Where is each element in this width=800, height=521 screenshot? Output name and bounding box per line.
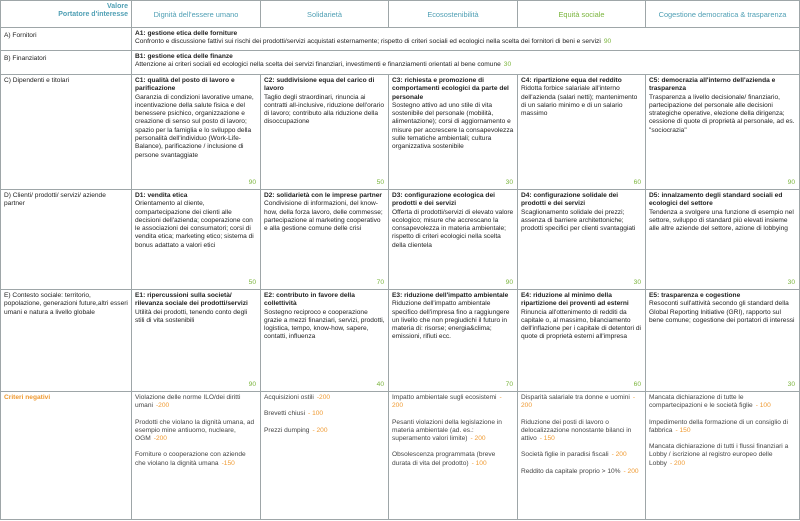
negative-item-text: Disparità salariale tra donne e uomini — [521, 394, 630, 401]
cell-d3-body: Offerta di prodotti/servizi di elevato valore ecologico; misure che accrescano la consapevolezza in materia ambientale; rispetto di criteri ecologici nella scelta della clientela — [392, 208, 514, 249]
cell-c2-title: C2: suddivisione equa del carico di lavoro — [264, 77, 375, 93]
negative-item-text: Società figlie in paradisi fiscali — [521, 451, 609, 459]
cell-d4 — [518, 190, 646, 290]
cell-c1-title: C1: qualità del posto di lavoro e parificazione — [135, 77, 235, 93]
negative-item-text: Forniture o cooperazione con aziende che violano la dignità umana — [135, 451, 246, 467]
negative-item-value: -200 — [316, 394, 331, 401]
cell-c1-score: 90 — [248, 178, 256, 186]
cell-e1-score: 90 — [248, 380, 256, 388]
cell-b1 — [132, 51, 800, 75]
cell-c5 — [646, 75, 800, 190]
cell-e3 — [389, 290, 518, 392]
cell-d1-body: Orientamento al cliente, compartecipazione dei clienti alle decisioni dell'azienda; cooperazione con le associazioni dei consumatori; corsi di vendita etica; marketing etico; sistema di bonus adattato a valori etici — [135, 200, 254, 249]
cell-f3 — [389, 392, 518, 520]
cell-c3-score: 30 — [505, 178, 513, 186]
cell-e4-score: 60 — [633, 380, 641, 388]
negative-item-text: Impedimento della formazione di un consiglio di fabbrica — [649, 418, 788, 434]
cell-d2-body: Condivisione di informazioni, del know- how, della forza lavoro, delle commesse; partecipazione al marketing cooperativo e alla gestione comune delle crisi — [264, 200, 383, 233]
cell-e3-title: E3: riduzione dell'impatto ambientale — [392, 292, 509, 299]
negative-item-value: - 100 — [755, 402, 771, 410]
cell-a1-body: Confronto e discussione fattivi sui rischi dei prodotti/servizi acquistati esternamente; rispetto di criteri sociali ed ecologici nella scelta dei fornitori di beni e servizi — [135, 38, 601, 46]
negative-item-value: -150 — [221, 459, 235, 467]
cell-d1-score: 50 — [248, 278, 256, 286]
row-header-clients: D) Clienti/ prodotti/ servizi/ aziende partner — [1, 190, 132, 290]
cell-d3-score: 90 — [505, 278, 513, 286]
negative-item — [264, 427, 385, 435]
cell-d3 — [389, 190, 518, 290]
row-header-negative-criteria: Criteri negativi — [1, 392, 132, 520]
cell-e2 — [261, 290, 389, 392]
cell-f5 — [646, 392, 800, 520]
cell-d2-score: 70 — [376, 278, 384, 286]
cell-e5-body: Resoconti sull'attività secondo gli standard della Global Reporting Initiative (GRI), rapporto sul bene comune; cogestione dei portatori di interessi — [649, 300, 795, 324]
negative-item-value: - 200 — [470, 435, 486, 443]
value-header-democracy-transparency: Cogestione democratica & trasparenza — [646, 1, 800, 28]
cell-b1-title: B1: gestione etica delle finanze — [135, 53, 233, 60]
negative-item — [392, 419, 514, 444]
negative-item-text: Prezzi dumping — [264, 426, 310, 434]
cell-b1-body: Attenzione ai criteri sociali ed ecologici nella scelta dei servizi finanziari, investimenti e finanziamenti orientati al bene comune — [135, 61, 501, 69]
negative-item-value: - 200 — [312, 426, 328, 434]
negative-item-value: - 100 — [471, 459, 487, 467]
negative-item — [649, 443, 796, 468]
cell-d2 — [261, 190, 389, 290]
negative-item — [649, 419, 796, 436]
negative-item-text: Prodotti che violano la dignità umana, ad esempio mine antiuomo, nucleare, OGM — [135, 418, 255, 443]
negative-item-value: - 200 — [392, 394, 502, 410]
cell-d5 — [646, 190, 800, 290]
cell-e1-title: E1: ripercussioni sulla società/ rilevanza sociale dei prodotti/servizi — [135, 292, 248, 308]
negative-item-text: Mancata dichiarazione di tutte le compartecipazioni e le società figlie — [649, 394, 753, 410]
header-row — [1, 1, 800, 28]
cell-e3-body: Riduzione dell'impatto ambientale specifico dell'impresa fino a raggiungere un livello che non pregiudichi il futuro in materia di: risorse; energia&clima; emissioni, rifiuti ecc. — [392, 300, 510, 341]
negative-item-text: Mancata dichiarazione di tutti i flussi finanziari a Lobby / iscrizione al registro europeo delle Lobby — [649, 443, 789, 467]
cell-f1 — [132, 392, 261, 520]
cell-f2 — [261, 392, 389, 520]
row-social-context — [1, 290, 800, 392]
cell-a1 — [132, 28, 800, 51]
negative-item-text: Impatto ambientale sugli ecosistemi — [392, 394, 497, 401]
cell-c5-title: C5: democrazia all'interno dell'azienda e trasparenza — [649, 77, 776, 93]
cell-e2-title: E2: contributo in favore della collettività — [264, 292, 355, 308]
negative-item-value: - 200 — [611, 451, 627, 459]
cell-c4 — [518, 75, 646, 190]
negative-item — [135, 451, 257, 468]
cell-c2 — [261, 75, 389, 190]
row-header-suppliers: A) Fornitori — [1, 28, 132, 51]
cell-e4-body: Rinuncia all'ottenimento di redditi da capitale o, al massimo, bilanciamento dell'inflazione per i capitale di detentori di quote di proprietà esterni all'impresa — [521, 308, 642, 341]
negative-item-value: - 200 — [623, 467, 639, 475]
cell-c4-score: 60 — [633, 178, 641, 186]
cell-a1-title: A1: gestione etica delle forniture — [135, 30, 238, 37]
negative-item-value: -200 — [153, 435, 167, 443]
cell-e2-score: 40 — [376, 380, 384, 388]
row-employees — [1, 75, 800, 190]
negative-item — [264, 394, 385, 402]
corner-cell — [1, 1, 132, 28]
row-header-employees: C) Dipendenti e titolari — [1, 75, 132, 190]
negative-item-text: Acquisizioni ostili — [264, 394, 314, 401]
cell-c3-body: Sostegno attivo ad uno stile di vita sostenibile del personale (mobilità, alimentazione); corsi di aggiornamento e misure per accrescere la consapevolezza sulle tematiche ambientali; cultura organizzativa sostenibile — [392, 101, 514, 151]
negative-item — [521, 419, 642, 444]
cell-e3-score: 70 — [505, 380, 513, 388]
cell-b1-score: 30 — [503, 61, 512, 69]
negative-item-text: Riduzione dei posti di lavoro o delocalizzazione nonostante bilanci in attivo — [521, 418, 632, 443]
cell-d5-score: 30 — [787, 278, 795, 286]
row-header-financiers: B) Finanziatori — [1, 51, 132, 75]
corner-stakeholders-label: Portatore d'interesse — [58, 11, 128, 18]
cell-e5-score: 30 — [787, 380, 795, 388]
negative-item-value: -200 — [155, 402, 170, 410]
row-suppliers — [1, 28, 800, 51]
negative-item — [264, 410, 385, 418]
negative-item-text: Violazione delle norme ILO/dei diritti umani — [135, 394, 241, 410]
cell-d3-title: D3: configurazione ecologica dei prodotti e dei servizi — [392, 192, 495, 208]
negative-item — [521, 451, 642, 459]
cell-e4 — [518, 290, 646, 392]
value-header-ecosustainability: Ecosostenibilità — [389, 1, 518, 28]
cell-d4-body: Scaglionamento solidale dei prezzi; assenza di barriere architettoniche; prodotti specifici per clienti svantaggiati — [521, 208, 636, 233]
cell-c1-body: Garanzia di condizioni lavorative umane, incentivazione della salute fisica e del benessere psichico, organizzazione e creazione di senso sul posto di lavoro; spazio per la famiglia e lo sviluppo della personalità dell'individuo (Work-Life-Balance), parificazione / inclusione di persone svantaggiate — [135, 93, 254, 159]
cell-e2-body: Sostegno reciproco e cooperazione grazie a mezzi finanziari, servizi, prodotti, logistica, tempo, know-how, sapere, contatti, influenza — [264, 308, 385, 341]
negative-item-text: Obsolescenza programmata (breve durata di vita del prodotto) — [392, 451, 496, 467]
negative-item-value: - 100 — [308, 410, 324, 418]
negative-item-text: Pesanti violazioni della legislazione in materia ambientale (ad. es.: superamento valori limite) — [392, 418, 502, 443]
cell-d2-title: D2: solidarietà con le imprese partner — [264, 192, 382, 199]
row-clients — [1, 190, 800, 290]
negative-item — [135, 419, 257, 444]
negative-item — [392, 451, 514, 468]
negative-item — [521, 468, 642, 476]
value-header-social-equity: Equità sociale — [518, 1, 646, 28]
value-header-dignity: Dignità dell'essere umano — [132, 1, 261, 28]
cell-f4 — [518, 392, 646, 520]
cell-c4-title: C4: ripartizione equa del reddito — [521, 77, 622, 84]
row-negative-criteria — [1, 392, 800, 520]
cell-d1-title: D1: vendita etica — [135, 192, 188, 199]
cell-d4-score: 30 — [633, 278, 641, 286]
row-header-social-context: E) Contesto sociale: territorio, popolazione, generazioni future,altri esseri umani e natura a livello globale — [1, 290, 132, 392]
cell-e4-title: E4: riduzione al minimo della ripartizione dei proventi ad esterni — [521, 292, 629, 308]
cell-c4-body: Ridotta forbice salariale all'interno dell'azienda (salari netti); mantenimento di un salario minimo e di un salario massimo — [521, 85, 638, 118]
negative-item-value: - 200 — [521, 394, 636, 410]
negative-item-text: Brevetti chiusi — [264, 410, 306, 418]
corner-values-label: Valore — [106, 3, 128, 10]
cell-e5-title: E5: trasparenza e cogestione — [649, 292, 741, 299]
value-header-solidarity: Solidarietà — [261, 1, 389, 28]
negative-item — [649, 394, 796, 411]
cell-d4-title: D4: configurazione solidale dei prodotti e dei servizi — [521, 192, 619, 208]
cell-c2-score: 50 — [376, 178, 384, 186]
cell-d5-body: Tendenza a svolgere una funzione di esempio nel settore, sviluppo di standard più elevati insieme alle altre aziende del settore, azione di lobbying — [649, 208, 794, 233]
negative-item — [135, 394, 257, 411]
negative-item-text: Reddito da capitale proprio > 10% — [521, 467, 621, 475]
cell-e5 — [646, 290, 800, 392]
cell-c2-body: Taglio degli straordinari, rinuncia ai contratti all-inclusive, riduzione dell'orario di lavoro; contributo alla riduzione della disoccupazione — [264, 93, 385, 126]
negative-item-value: - 200 — [669, 459, 685, 467]
cell-a1-score: 90 — [603, 38, 612, 46]
negative-item — [392, 394, 514, 411]
negative-item — [521, 394, 642, 411]
cell-c3-title: C3: richiesta e promozione di comportamenti ecologici da parte del personale — [392, 77, 509, 101]
cell-c5-score: 90 — [787, 178, 795, 186]
cell-e1 — [132, 290, 261, 392]
row-financiers — [1, 51, 800, 75]
cell-c1 — [132, 75, 261, 190]
cell-c5-body: Trasparenza a livello decisionale/ finanziario, partecipazione del personale alle decisioni strategiche operative, elezione della dirigenza; cessione di quote di proprietà al personale, ad es. "sociocrazia" — [649, 93, 795, 134]
cell-d1 — [132, 190, 261, 290]
negative-item-value: - 150 — [675, 426, 691, 434]
cell-e1-body: Utilità dei prodotti, tenendo conto degli stili di vita sostenibili — [135, 308, 248, 324]
cell-d5-title: D5: innalzamento degli standard sociali ed ecologici del settore — [649, 192, 783, 208]
negative-item-value: - 150 — [539, 435, 555, 443]
cell-c3 — [389, 75, 518, 190]
